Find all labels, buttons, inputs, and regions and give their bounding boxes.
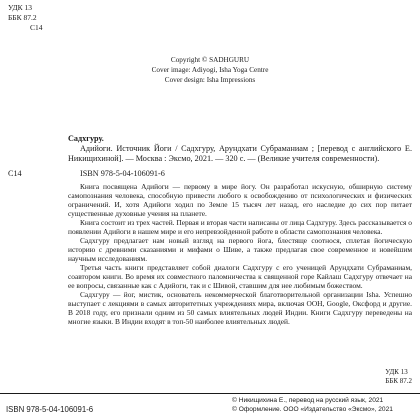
copyright-line: Copyright © SADHGURU [170,56,250,64]
footer-copyrights [232,396,393,414]
author-mark-side: С14 [8,169,22,178]
translator-copyright: © Никищихина Е., перевод на русский язык, 2021 [232,397,384,404]
author-heading: Садхгуру. [68,134,104,143]
bottom-classification [385,368,412,386]
classification-block [8,3,43,33]
cover-design-line: Cover design: Isha Impressions [164,76,256,84]
annotation [68,182,412,326]
annotation-paragraph: Книга посвящена Адийоги — первому в мире йогу. Он разработал искусную, обширную систему самопознания человека, способную привести любого к освобождению от психологических и физических ограничений. И, хотя Адийоги ходил по Земле 15 тысяч лет назад, его наследие до сих пор питает существенные духовные учения на планете. [68,182,412,218]
bbk-code-bottom: ББК 87.2 [385,377,412,385]
cover-image-line: Cover image: Adiyogi, Isha Yoga Centre [151,66,269,74]
footer-divider [0,393,420,394]
copyright-block [0,55,420,85]
publisher-copyright: © Оформление. ООО «Издательство «Эксмо», 2021 [232,406,393,413]
annotation-paragraph: Книга состоит из трех частей. Первая и вторая части написаны от лица Садхгуру. Здесь рассказывается о появлении Адийоги в нашем мире и его непревзойденной работе в области самопознания человека. [68,218,412,236]
annotation-paragraph: Третья часть книги представляет собой диалоги Садхгуру с его ученицей Арундхати Субраманиам, соавтором книги. Во время их совместного паломничества к священной горе Кайлаш Садхгуру отвечает на ее вопросы, связанные как с Адийоги, так и с Шивой, ставшим для нее любимым божеством. [68,263,412,290]
annotation-paragraph: Садхгуру предлагает нам новый взгляд на первого йога, блестяще соотнося, сплетая йогическую историю с древними сказаниями и мифами о Шиве, а также предлагая свое современное и новейшим научным исследованиям. [68,236,412,263]
bib-line-2: 2021. — 320 с. — (Великие учителя современности). [194,154,380,163]
bib-line-1: Адийоги. Источник Йоги / Садхгуру, Арундхати Субраманиам ; [перевод с английского Е. Никищихиной]. — Москва : Эксмо, [68,144,412,163]
udk-code-bottom: УДК 13 [385,368,408,376]
udk-code: УДК 13 [8,3,33,12]
catalog-record [68,134,412,326]
bbk-code: ББК 87.2 [8,13,37,22]
author-mark: С14 [30,23,43,32]
bibliographic-description [68,144,412,164]
footer-isbn: ISBN 978-5-04-106091-6 [6,405,94,414]
catalog-isbn: ISBN 978-5-04-106091-6 [80,169,165,178]
annotation-paragraph: Садхгуру — йог, мистик, основатель некоммерческой благотворительной организации Isha. Успешно выступает с лекциями в самых авторитетных учреждениях мира, включая ООН, Google, Оксфорд и другие. В 2018 году, его признали одним из 50 самых влиятельных людей Индии. Книги Садхгуру переведены на многие языки. В Индии входят в топ-50 наиболее влиятельных людей. [68,290,412,326]
